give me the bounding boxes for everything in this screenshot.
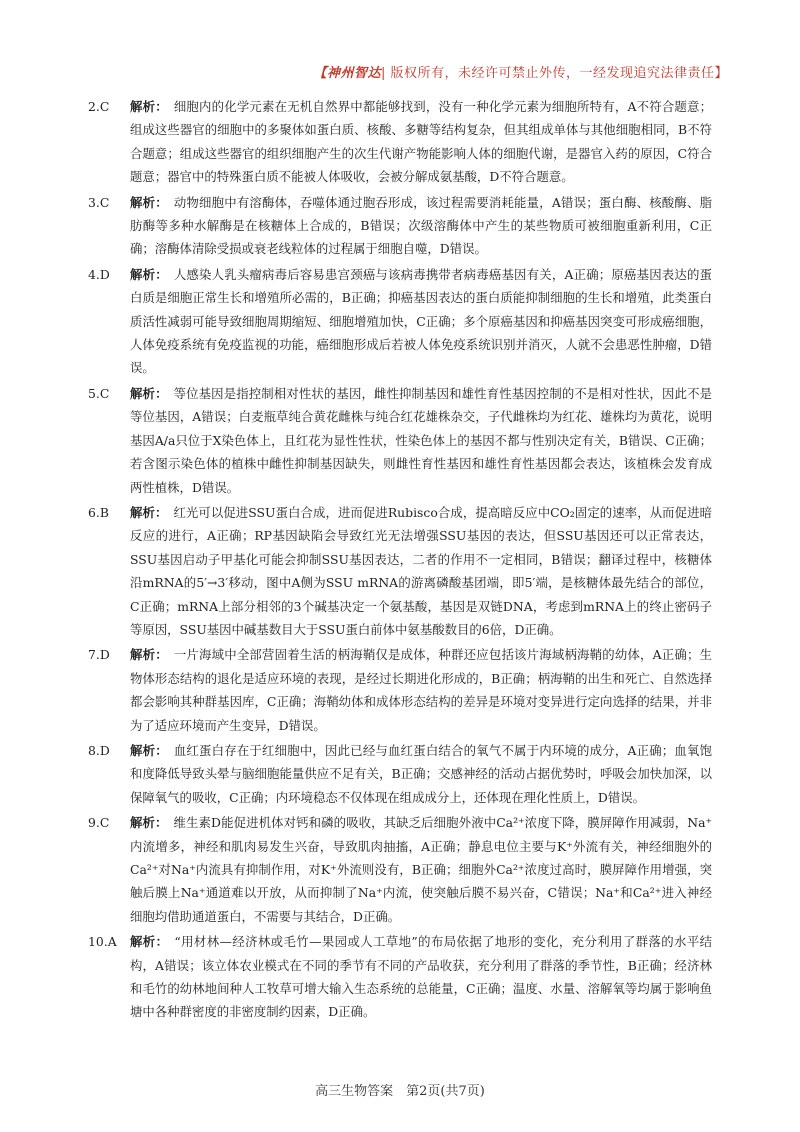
copyright-header bbox=[313, 62, 728, 81]
answer-text: 等位基因是指控制相对性状的基因，雌性抑制基因和雄性育性基因控制的不是相对性状，因此不是等位基因，A错误；白麦瓶草纯合黄花雌株与纯合红花雄株杂交，子代雌株均为红花、雄株均为黄花，说明基因A/a只位于X染色体上，且红花为显性性状，性染色体上的基因不都与性别决定有关，B错误、C正确；若含图示染色体的植株中雌性抑制基因缺失，则雌性育性基因和雄性育性基因都会表达，该植株会发育成两性植株，D错误。 bbox=[130, 385, 713, 495]
answer-text: “用材林—经济林或毛竹—果园或人工草地”的布局依据了地形的变化，充分利用了群落的水平结构，A错误；该立体农业模式在不同的季节有不同的产品收获，充分利用了群落的季节性，B正确；经济林和毛竹的幼林地间种人工牧草可增大输入生态系统的总能量，C正确；温度、水量、溶解氧等均属于影响鱼塘中各种群密度的非密度制约因素，D正确。 bbox=[130, 934, 713, 1020]
analysis-label: 解析： bbox=[130, 934, 169, 950]
answer-text: 血红蛋白存在于红细胞中，因此已经与血红蛋白结合的氧气不属于内环境的成分，A正确；血氧饱和度降低导致头晕与脑细胞能量供应不足有关，B正确；交感神经的活动占据优势时，呼吸会加快加深，以保障氧气的吸收，C正确；内环境稳态不仅体现在组成成分上，还体现在理化性质上，D错误。 bbox=[130, 742, 713, 805]
answer-item-10 bbox=[88, 930, 713, 1024]
answer-item-3 bbox=[88, 191, 713, 261]
answer-number: 6.B bbox=[88, 504, 109, 520]
copyright-notice: | 版权所有，未经许可禁止外传，一经发现追究法律责任】 bbox=[380, 66, 728, 81]
analysis-label: 解析： bbox=[130, 385, 168, 401]
analysis-label: 解析： bbox=[130, 815, 168, 831]
answer-text: 人感染人乳头瘤病毒后容易患宫颈癌与该病毒携带者病毒癌基因有关，A正确；原癌基因表达的蛋白质是细胞正常生长和增殖所必需的，B正确；抑癌基因表达的蛋白质能抑制细胞的生长和增殖，此类蛋白质活性减弱可能导致细胞周期缩短、细胞增殖加快，C正确；多个原癌基因和抑癌基因突变可形成癌细胞，人体免疫系统有免疫监视的功能，癌细胞形成后若被人体免疫系统识别并消灭，人就不会患恶性肿瘤，D错误。 bbox=[130, 266, 713, 376]
answer-item-6 bbox=[88, 501, 712, 641]
analysis-label: 解析： bbox=[130, 504, 168, 520]
answer-number: 9.C bbox=[88, 815, 110, 831]
answer-number: 8.D bbox=[88, 742, 110, 758]
answer-item-7 bbox=[88, 643, 713, 737]
answer-text: 细胞内的化学元素在无机自然界中都能够找到，没有一种化学元素为细胞所特有，A不符合题意；组成这些器官的细胞中的多聚体如蛋白质、核酸、多糖等结构复杂，但其组成单体与其他细胞相同，B不符合题意；组成这些器官的组织细胞产生的次生代谢产物能影响人体的细胞代谢，是器官入药的原因，C符合题意；器官中的特殊蛋白质不能被人体吸收，会被分解成氨基酸，D不符合题意。 bbox=[130, 99, 713, 185]
answer-item-8 bbox=[88, 739, 713, 809]
answer-content bbox=[88, 95, 713, 1026]
answer-item-2 bbox=[88, 95, 713, 189]
analysis-label: 解析： bbox=[130, 742, 168, 758]
answer-number: 7.D bbox=[88, 647, 110, 663]
answer-item-5 bbox=[88, 382, 713, 499]
answer-item-4 bbox=[88, 263, 713, 380]
answer-text: 红光可以促进SSU蛋白合成，进而促进Rubisco合成，提高暗反应中CO₂固定的速率，从而促进暗反应的进行，A正确；RP基因缺陷会导致红光无法增强SSU基因的表达，但SSU基因还可以正常表达，SSU基因启动子甲基化可能会抑制SSU基因表达，二者的作用不一定相同，B错误；翻译过程中，核糖体沿mRNA的5′→3′移动，图中A侧为SSU mRNA的游离磷酸基团端，即5′端，是核糖体最先结合的部位，C正确；mRNA上部分相邻的3个碱基决定一个氨基酸，基因是双链DNA，考虑到mRNA上的终止密码子等原因，SSU基因中碱基数目大于SSU蛋白前体中氨基酸数目的6倍，D正确。 bbox=[130, 504, 712, 637]
page-footer: 高三生物答案 第2页(共7页) bbox=[315, 1084, 485, 1099]
analysis-label: 解析： bbox=[130, 647, 168, 663]
analysis-label: 解析： bbox=[130, 194, 168, 210]
answer-number: 4.D bbox=[88, 266, 110, 282]
answer-number: 10.A bbox=[88, 934, 117, 950]
answer-number: 5.C bbox=[88, 385, 110, 401]
answer-text: 动物细胞中有溶酶体，吞噬体通过胞吞形成，该过程需要消耗能量，A错误；蛋白酶、核酸酶、脂肪酶等多种水解酶是在核糖体上合成的，B错误；次级溶酶体中产生的某些物质可被细胞重新利用，C正确；溶酶体清除受损或衰老线粒体的过程属于细胞自噬，D错误。 bbox=[130, 194, 713, 257]
answer-text: 一片海域中全部营固着生活的柄海鞘仅是成体，种群还应包括该片海域柄海鞘的幼体，A正确；生物体形态结构的退化是适应环境的表现，是经过长期进化形成的，B正确；柄海鞘的出生和死亡、自然选择都会影响其种群基因库，C正确；海鞘幼体和成体形态结构的差异是环境对变异进行定向选择的结果，并非为了适应环境而产生变异，D错误。 bbox=[130, 647, 713, 733]
answer-text: 维生素D能促进机体对钙和磷的吸收，其缺乏后细胞外液中Ca²⁺浓度下降，膜屏障作用减弱，Na⁺内流增多，神经和肌肉易发生兴奋，导致肌肉抽搐，A正确；静息电位主要与K⁺外流有关，神经细胞外的Ca²⁺对Na⁺内流具有抑制作用，对K⁺外流则没有，B正确；细胞外Ca²⁺浓度过高时，膜屏障作用增强，突触后膜上Na⁺通道难以开放，从而抑制了Na⁺内流，使突触后膜不易兴奋，C错误；Na⁺和Ca²⁺进入神经细胞均借助通道蛋白，不需要与其结合，D正确。 bbox=[130, 815, 713, 924]
analysis-label: 解析： bbox=[130, 99, 168, 114]
answer-item-9 bbox=[88, 811, 713, 928]
answer-number: 3.C bbox=[88, 194, 110, 210]
answer-number: 2.C bbox=[88, 99, 110, 114]
brand-logo: 【神州智达 bbox=[313, 66, 381, 81]
analysis-label: 解析： bbox=[130, 266, 168, 282]
